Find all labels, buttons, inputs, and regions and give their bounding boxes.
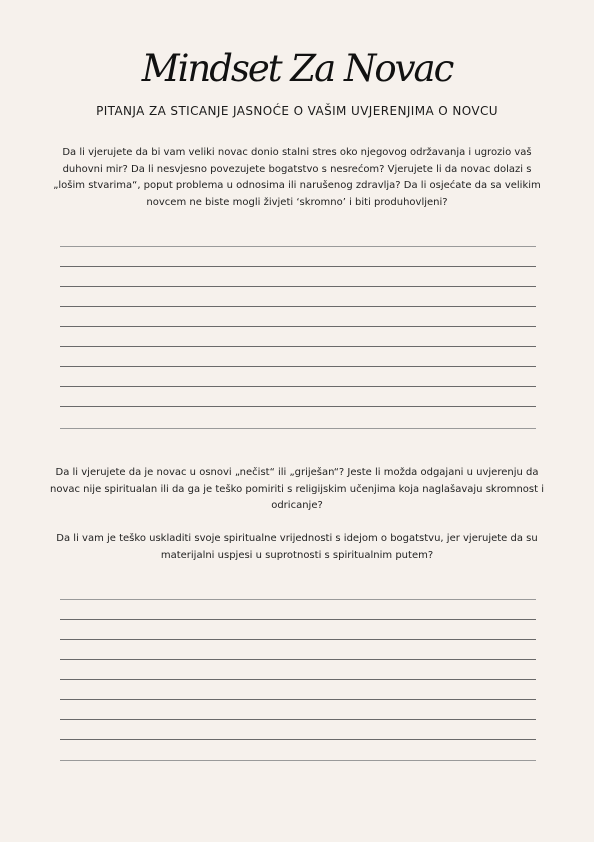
- answer-line[interactable]: [60, 739, 536, 740]
- answer-line[interactable]: [60, 406, 536, 407]
- answer-line[interactable]: [60, 326, 536, 327]
- answer-line[interactable]: [60, 386, 536, 387]
- page-title: Mindset Za Novac: [141, 47, 453, 90]
- answer-line[interactable]: [60, 699, 536, 700]
- page-subtitle: PITANJA ZA STICANJE JASNOĆE O VAŠIM UVJERENJIMA O NOVCU: [96, 104, 498, 118]
- question-paragraph-2: Da li vjerujete da je novac u osnovi „nečist“ ili „griješan“? Jeste li možda odgajani u uvjerenju da novac nije spiritualan ili da ga je teško pomiriti s religijskim učenjima koja naglašavaju skromnost i odricanje?: [50, 467, 544, 511]
- answer-line[interactable]: [60, 760, 536, 761]
- answer-line[interactable]: [60, 366, 536, 367]
- answer-line[interactable]: [60, 286, 536, 287]
- answer-line[interactable]: [60, 619, 536, 620]
- question-paragraph-1: Da li vjerujete da bi vam veliki novac donio stalni stres oko njegovog održavanja i ugrozio vaš duhovni mir? Da li nesvjesno povezujete bogatstvo s nesrećom? Vjerujete li da novac dolazi s „lošim stvarima“, poput problema u odnosima ili narušenog zdravlja? Da li osjećate da sa velikim novcem ne biste mogli živjeti ‘skromno’ i biti produhovljeni?: [53, 147, 541, 208]
- answer-line[interactable]: [60, 306, 536, 307]
- answer-line[interactable]: [60, 599, 536, 600]
- answer-line[interactable]: [60, 679, 536, 680]
- question-paragraph-3: Da li vam je teško uskladiti svoje spiritualne vrijednosti s idejom o bogatstvu, jer vjerujete da su materijalni uspjesi u suprotnosti s spiritualnim putem?: [56, 533, 538, 561]
- answer-line[interactable]: [60, 659, 536, 660]
- answer-line[interactable]: [60, 639, 536, 640]
- answer-line[interactable]: [60, 346, 536, 347]
- answer-line[interactable]: [60, 428, 536, 429]
- answer-line[interactable]: [60, 246, 536, 247]
- answer-line[interactable]: [60, 719, 536, 720]
- answer-line[interactable]: [60, 266, 536, 267]
